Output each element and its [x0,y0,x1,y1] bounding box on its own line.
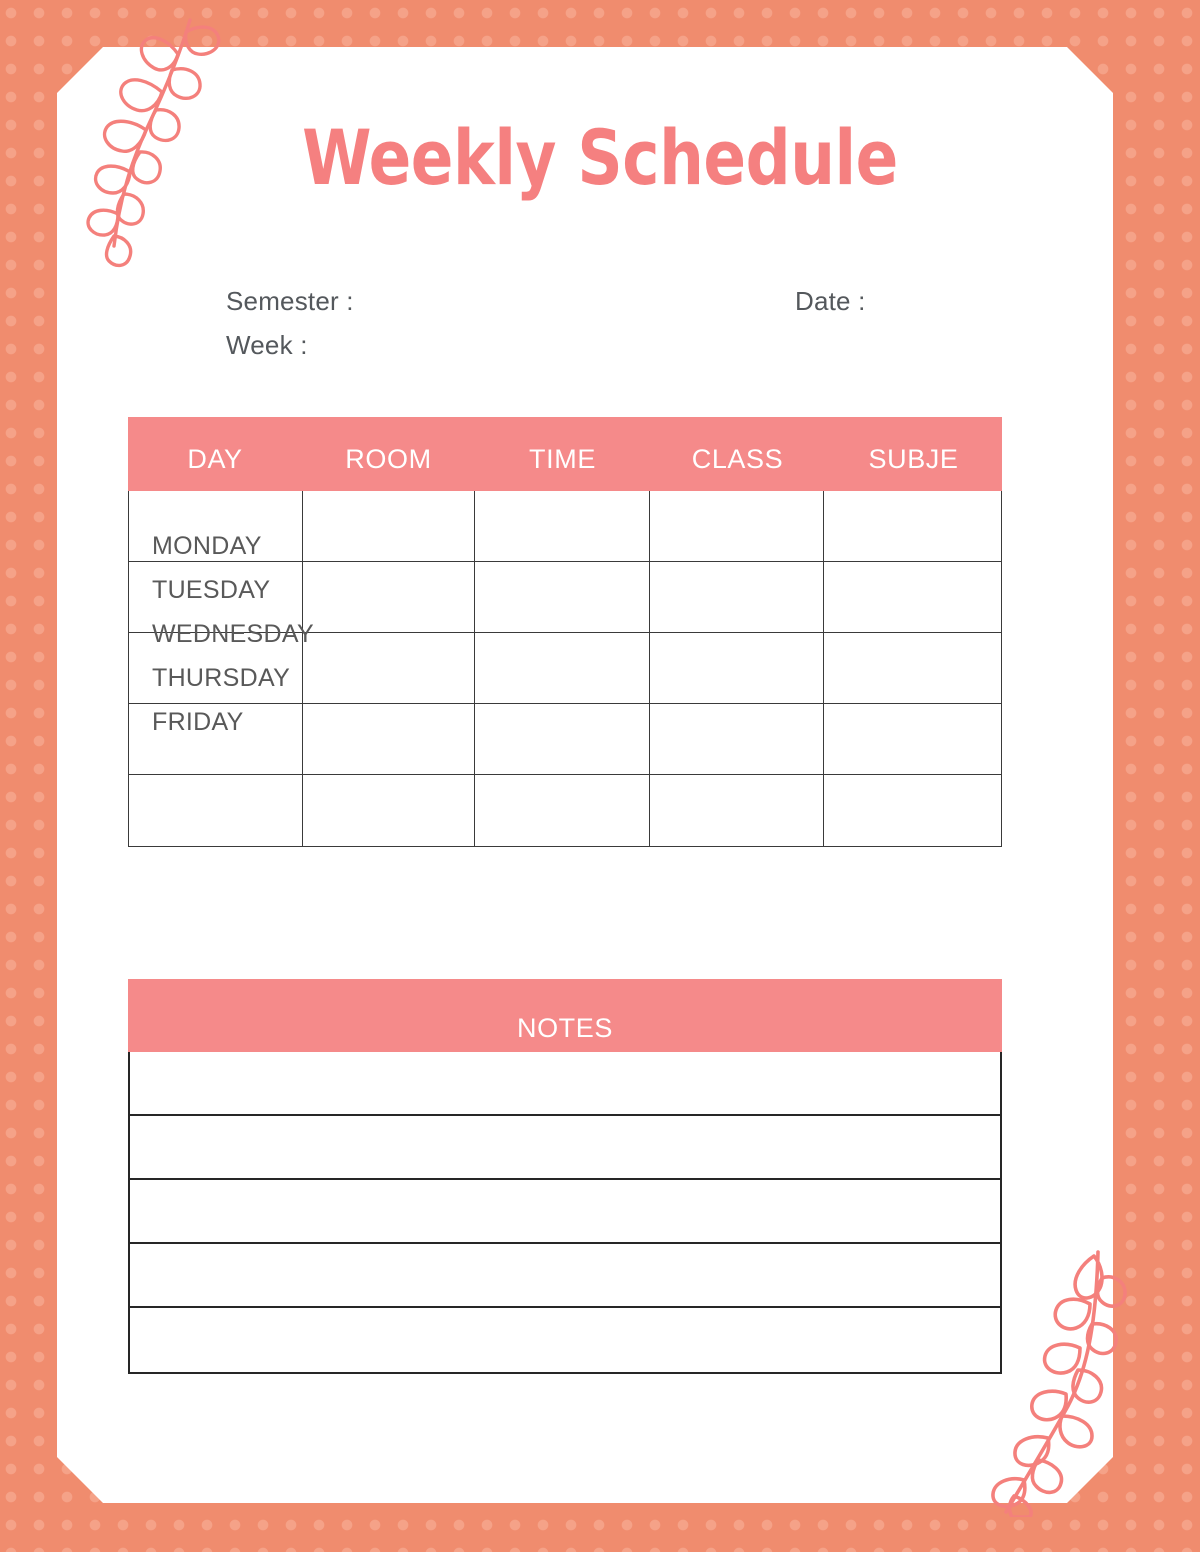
notes-row[interactable] [130,1116,1000,1180]
notes-section [128,979,1002,1374]
schedule-cell-time[interactable] [475,633,650,703]
schedule-cell-time[interactable] [475,491,650,561]
notes-row[interactable] [130,1180,1000,1244]
schedule-cell-day[interactable] [129,775,303,846]
page-title: Weekly Schedule [302,113,898,202]
schedule-cell-time[interactable] [475,775,650,846]
schedule-cell-class[interactable] [650,775,825,846]
schedule-cell-subject[interactable] [824,633,1001,703]
schedule-header-day: DAY [187,444,243,474]
schedule-cell-subject[interactable] [824,562,1001,632]
date-label: Date : [795,286,866,316]
notes-grid [128,1052,1002,1374]
schedule-cell-class[interactable] [650,562,825,632]
schedule-header-row [128,417,1002,491]
schedule-cell-time[interactable] [475,562,650,632]
notes-row[interactable] [130,1308,1000,1372]
schedule-cell-subject[interactable] [824,704,1001,774]
schedule-cell-subject[interactable] [824,775,1001,846]
notes-heading: NOTES [128,979,1002,1052]
semester-label: Semester : [226,286,354,316]
day-label-thursday: THURSDAY [152,664,291,692]
day-label-list [152,524,352,744]
schedule-header-class: CLASS [691,444,784,474]
notes-row[interactable] [130,1052,1000,1116]
schedule-cell-time[interactable] [475,704,650,774]
schedule-cell-class[interactable] [650,633,825,703]
schedule-cell-subject[interactable] [824,491,1001,561]
schedule-cell-room[interactable] [303,775,476,846]
schedule-header-subject: SUBJE [868,444,959,474]
week-label: Week : [226,330,308,360]
notes-row[interactable] [130,1244,1000,1308]
day-label-friday: FRIDAY [152,708,244,736]
schedule-cell-class[interactable] [650,704,825,774]
table-row [129,775,1001,846]
schedule-header-room: ROOM [345,444,432,474]
schedule-header-time: TIME [529,444,596,474]
day-label-monday: MONDAY [152,532,262,560]
day-label-tuesday: TUESDAY [152,576,271,604]
day-label-wednesday: WEDNESDAY [152,620,314,648]
schedule-cell-class[interactable] [650,491,825,561]
